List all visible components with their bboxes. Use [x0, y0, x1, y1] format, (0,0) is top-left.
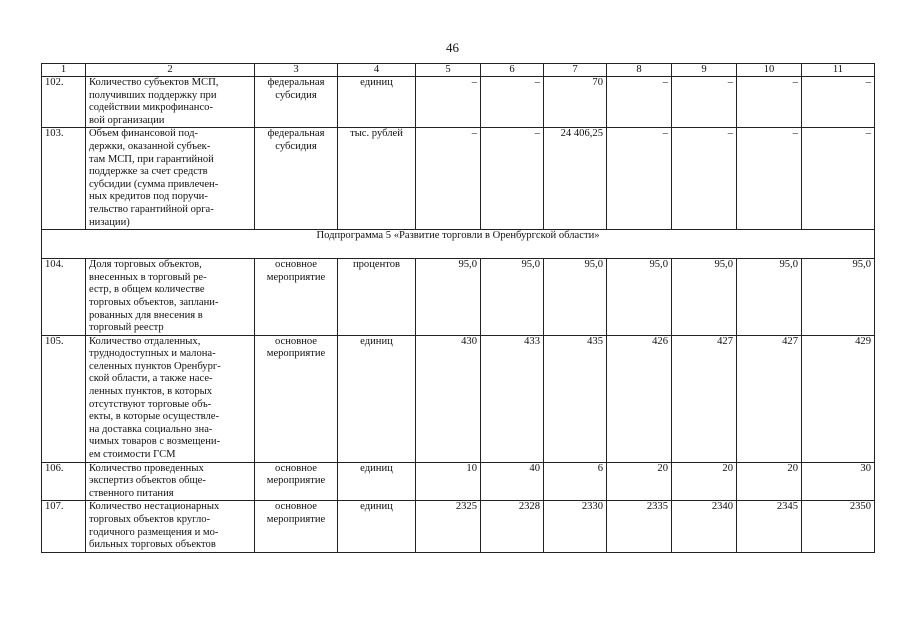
indicator-value: 2330	[544, 501, 607, 552]
row-index: 102.	[42, 77, 86, 128]
unit-of-measure: единиц	[338, 501, 416, 552]
indicator-type-line: мероприятие	[266, 475, 326, 487]
indicator-name-line: тельство гарантийной орга-	[89, 203, 214, 215]
indicator-name-line: отсутствуют торговые объ-	[89, 398, 212, 410]
indicator-value: 95,0	[802, 259, 875, 336]
indicator-name-line: Количество отдаленных,	[89, 335, 201, 347]
indicator-value: 40	[481, 462, 544, 501]
indicator-name-line: экспертиз объектов обще-	[89, 475, 206, 487]
indicator-value: 429	[802, 335, 875, 462]
indicator-value: –	[672, 128, 737, 230]
indicator-value: –	[737, 77, 802, 128]
indicator-value: 95,0	[416, 259, 481, 336]
indicator-value: 6	[544, 462, 607, 501]
indicator-value: 20	[737, 462, 802, 501]
indicator-type-line: субсидия	[275, 140, 317, 152]
indicator-name	[86, 335, 255, 462]
indicator-value: –	[737, 128, 802, 230]
indicator-value: –	[802, 128, 875, 230]
column-header: 6	[481, 64, 544, 77]
table-body-top	[42, 77, 875, 230]
indicator-name-line: естр, в общем количестве	[89, 284, 205, 296]
indicator-value: 95,0	[607, 259, 672, 336]
indicator-name-line: вой организации	[89, 114, 165, 126]
indicator-value: 427	[737, 335, 802, 462]
indicator-name	[86, 128, 255, 230]
table-row	[42, 462, 875, 501]
indicator-value: –	[672, 77, 737, 128]
indicator-name	[86, 501, 255, 552]
indicator-name	[86, 462, 255, 501]
indicator-value: 95,0	[481, 259, 544, 336]
indicator-value: –	[416, 128, 481, 230]
indicator-name-line: ственного питания	[89, 487, 174, 499]
indicator-name-line: Объем финансовой под-	[89, 128, 199, 140]
indicator-type-line: мероприятие	[266, 348, 326, 360]
indicator-value: 2350	[802, 501, 875, 552]
indicator-value: 433	[481, 335, 544, 462]
indicator-name-line: екты, в которые осуществле-	[89, 411, 219, 423]
indicator-value: 95,0	[544, 259, 607, 336]
indicator-value: 2328	[481, 501, 544, 552]
column-header: 8	[607, 64, 672, 77]
indicator-name-line: Количество проведенных	[89, 462, 204, 474]
indicator-value: 2335	[607, 501, 672, 552]
row-index: 107.	[42, 501, 86, 552]
section-title: Подпрограмма 5 «Развитие торговли в Оренбургской области»	[42, 230, 875, 259]
indicator-name-line: Доля торговых объектов,	[89, 259, 202, 271]
table-row	[42, 501, 875, 552]
indicator-type-line: федеральная	[267, 128, 325, 140]
unit-of-measure: единиц	[338, 77, 416, 128]
indicator-value: 427	[672, 335, 737, 462]
indicator-value: 20	[607, 462, 672, 501]
indicators-table	[41, 63, 875, 553]
row-index: 106.	[42, 462, 86, 501]
unit-of-measure: единиц	[338, 335, 416, 462]
indicator-type-line: мероприятие	[266, 271, 326, 283]
indicator-type	[255, 501, 338, 552]
indicator-name-line: бильных торговых объектов	[89, 539, 216, 551]
column-header: 2	[86, 64, 255, 77]
indicator-type-line: мероприятие	[266, 514, 326, 525]
indicator-value: –	[607, 128, 672, 230]
column-header: 1	[42, 64, 86, 77]
indicator-name-line: чимых товаров с возмещени-	[89, 436, 221, 448]
page-number: 46	[446, 40, 459, 55]
column-header: 5	[416, 64, 481, 77]
column-header: 11	[802, 64, 875, 77]
column-header: 4	[338, 64, 416, 77]
indicator-value: 426	[607, 335, 672, 462]
indicator-type-line: федеральная	[267, 77, 325, 88]
indicator-name-line: торговый реестр	[89, 322, 164, 334]
indicator-name	[86, 259, 255, 336]
indicator-name-line: низации)	[89, 216, 130, 228]
indicator-value: 30	[802, 462, 875, 501]
indicator-name-line: на доставка социально зна-	[89, 423, 213, 435]
indicator-type-line: основное	[274, 335, 318, 347]
indicator-name-line: ленных пунктов, в которых	[89, 386, 213, 398]
indicator-type-line: основное	[274, 259, 318, 271]
indicator-value: –	[416, 77, 481, 128]
indicator-name-line: труднодоступных и малона-	[89, 348, 216, 360]
indicator-name-line: субсидии (сумма привлечен-	[89, 178, 219, 190]
table-row	[42, 259, 875, 336]
indicator-value: 95,0	[737, 259, 802, 336]
indicator-value: –	[481, 128, 544, 230]
row-index: 104.	[42, 259, 86, 336]
indicator-value: 24 406,25	[544, 128, 607, 230]
section-row	[42, 230, 875, 259]
column-header: 7	[544, 64, 607, 77]
indicator-type	[255, 128, 338, 230]
indicator-value: 2340	[672, 501, 737, 552]
indicator-type	[255, 259, 338, 336]
indicator-type	[255, 335, 338, 462]
table-row	[42, 335, 875, 462]
column-header: 10	[737, 64, 802, 77]
indicator-name-line: торговых объектов, заплани-	[89, 296, 219, 308]
unit-of-measure: единиц	[338, 462, 416, 501]
indicator-name-line: ных кредитов под поручи-	[89, 191, 208, 203]
indicator-name-line: получивших поддержку при	[89, 89, 217, 101]
indicator-name-line: ем стоимости ГСМ	[89, 449, 176, 461]
indicator-name-line: торговых объектов кругло-	[89, 514, 211, 525]
indicator-value: –	[607, 77, 672, 128]
indicator-value: –	[802, 77, 875, 128]
indicator-name-line: там МСП, при гарантийной	[89, 153, 214, 165]
indicator-value: 20	[672, 462, 737, 501]
indicator-name-line: содействии микрофинансо-	[89, 102, 213, 114]
indicator-type	[255, 77, 338, 128]
table-row	[42, 128, 875, 230]
indicator-value: 2345	[737, 501, 802, 552]
indicator-name-line: внесенных в торговый ре-	[89, 271, 207, 283]
indicator-type	[255, 462, 338, 501]
indicator-value: 2325	[416, 501, 481, 552]
indicator-value: 430	[416, 335, 481, 462]
header-row	[42, 64, 875, 77]
indicator-value: 435	[544, 335, 607, 462]
indicator-type-line: основное	[274, 501, 318, 513]
indicator-type-line: основное	[274, 462, 318, 474]
indicator-name	[86, 77, 255, 128]
indicator-name-line: ской области, а также насе-	[89, 373, 213, 385]
section-row-group	[42, 230, 875, 259]
indicator-name-line: селенных пунктов Оренбург-	[89, 360, 221, 372]
row-index: 105.	[42, 335, 86, 462]
unit-of-measure: тыс. рублей	[338, 128, 416, 230]
unit-of-measure: процентов	[338, 259, 416, 336]
indicator-value: 95,0	[672, 259, 737, 336]
indicator-name-line: поддержке за счет средств	[89, 166, 208, 178]
indicator-value: –	[481, 77, 544, 128]
indicator-name-line: Количество нестационарных	[89, 501, 220, 513]
table-body-bottom	[42, 259, 875, 553]
indicator-value: 70	[544, 77, 607, 128]
row-index: 103.	[42, 128, 86, 230]
indicator-name-line: держки, оказанной субъек-	[89, 140, 211, 152]
indicator-name-line: годичного размещения и мо-	[89, 526, 219, 538]
column-header: 9	[672, 64, 737, 77]
indicator-value: 10	[416, 462, 481, 501]
indicator-name-line: рованных для внесения в	[89, 309, 203, 321]
table-row	[42, 77, 875, 128]
indicator-name-line: Количество субъектов МСП,	[89, 77, 219, 88]
column-header: 3	[255, 64, 338, 77]
indicator-type-line: субсидия	[275, 89, 317, 101]
